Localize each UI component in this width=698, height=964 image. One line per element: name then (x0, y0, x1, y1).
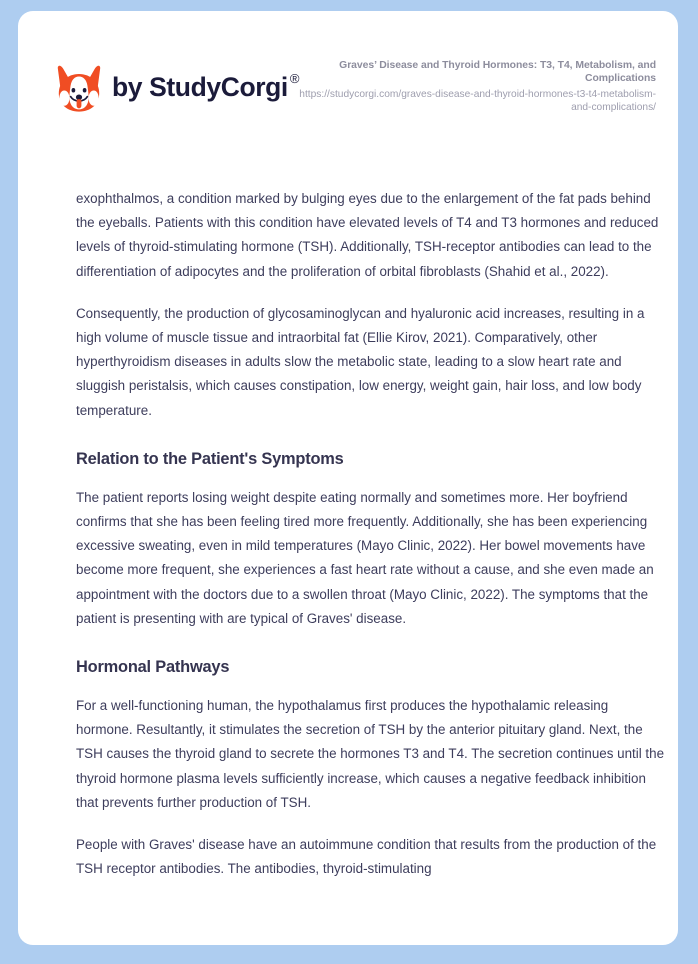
page-title: Graves’ Disease and Thyroid Hormones: T3, T4, Metabolism, and Complications (339, 59, 656, 84)
page-url[interactable]: https://studycorgi.com/graves-disease-and-thyroid-hormones-t3-t4-metabolism-and-complications/ (299, 88, 656, 113)
section-heading: Relation to the Patient's Symptoms (76, 449, 344, 468)
document-card (18, 11, 678, 945)
body-paragraph: exophthalmos, a condition marked by bulging eyes due to the enlargement of the fat pads behind the eyeballs. Patients with this condition have elevated levels of T4 and T3 hormones and reduced levels of thyroid-stimulating hormone (TSH). Additionally, TSH-receptor antibodies can lead to the differentiation of adipocytes and the proliferation of orbital fibroblasts (Shahid et al., 2022). (76, 191, 659, 279)
document-meta (299, 55, 656, 115)
section-heading: Hormonal Pathways (76, 658, 230, 677)
body-paragraph: The patient reports losing weight despite eating normally and sometimes more. Her boyfriend confirms that she has been feeling tired more frequently. Additionally, she has been experiencing excessive sweating, even in mild temperatures (Mayo Clinic, 2022). Her bowel movements have become more frequent, she experiences a fast heart rate without a cause, and she even made an appointment with the doctors due to a swollen throat (Mayo Clinic, 2022). The symptoms that the patient is presenting with are typical of Graves' disease. (76, 489, 654, 626)
body-paragraph: For a well-functioning human, the hypothalamus first produces the hypothalamic releasing hormone. Resultantly, it stimulates the secretion of TSH by the anterior pituitary gland. Next, the TSH causes the thyroid gland to secrete the hormones T3 and T4. The secretion continues until the thyroid hormone plasma levels sufficiently increase, which causes a negative feedback inhibition that prevents further production of TSH. (76, 698, 665, 810)
brand-wordmark (112, 71, 300, 103)
document-header (18, 11, 678, 158)
registered-trademark-icon: ® (289, 71, 300, 87)
body-paragraph: Consequently, the production of glycosaminoglycan and hyaluronic acid increases, resulting in a high volume of muscle tissue and intraorbital fat (Ellie Kirov, 2021). Comparatively, other hyperthyroidism diseases in adults slow the metabolic state, leading to a slow heart rate and sluggish peristalsis, which causes constipation, low energy, weight gain, hair loss, and low body temperature. (76, 305, 645, 418)
corgi-logo-icon (56, 63, 102, 113)
body-paragraph: People with Graves' disease have an autoimmune condition that results from the production of the TSH receptor antibodies. The antibodies, thyroid-stimulating (76, 837, 657, 877)
brand-logo[interactable] (56, 57, 299, 113)
document-body (76, 187, 666, 881)
brand-name-text: by StudyCorgi (112, 72, 288, 103)
